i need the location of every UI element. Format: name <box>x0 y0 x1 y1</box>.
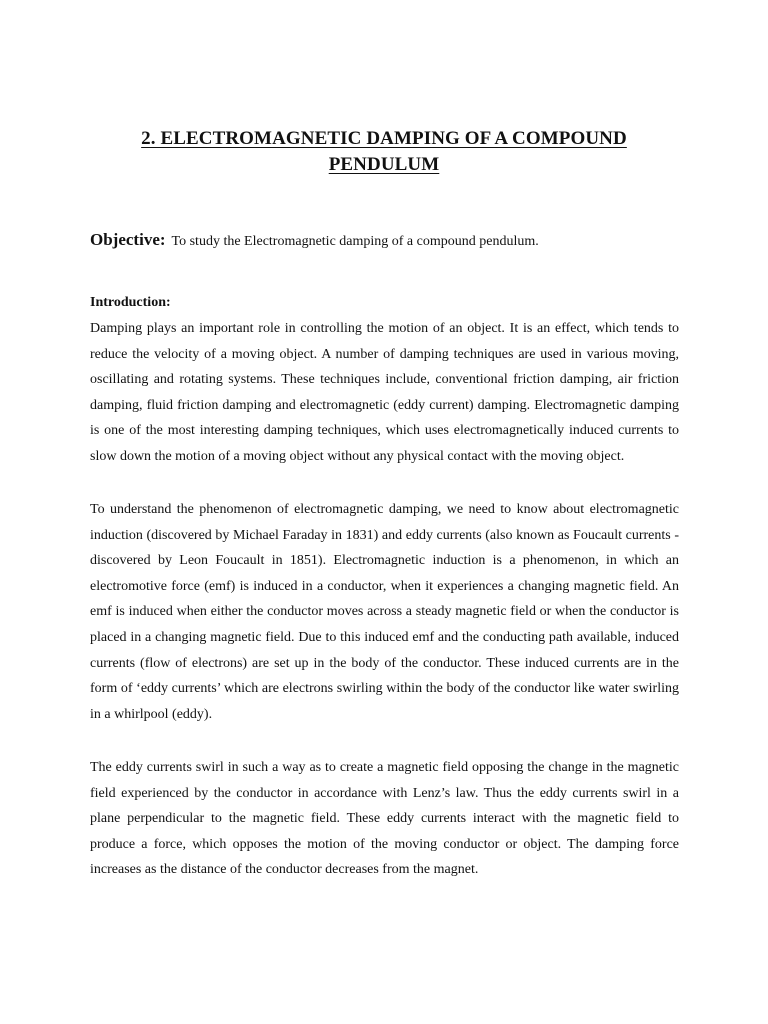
paragraph-eddy-currents: The eddy currents swirl in such a way as to create a magnetic field opposing the change in the magnetic field experienced by the conductor in accordance with Lenz’s law. Thus the eddy currents swirl in a plane perpendicular to the magnetic field. These eddy currents interact with the magnetic field to produce a force, which opposes the motion of the moving conductor or object. The damping force increases as the distance of the conductor decreases from the magnet. <box>90 760 679 878</box>
objective-label: Objective: <box>90 230 166 249</box>
paragraph-electromagnetic-induction: To understand the phenomenon of electromagnetic damping, we need to know about electromagnetic induction (discovered by Michael Faraday in 1831) and eddy currents (also known as Foucault currents - discovered by Leon Foucault in 1851). Electromagnetic induction is a phenomenon, in which an electromotive force (emf) is induced in a conductor, when it experiences a changing magnetic field. An emf is induced when either the conductor moves across a steady magnetic field or when the conductor is placed in a changing magnetic field. Due to this induced emf and the conducting path available, induced currents (flow of electrons) are set up in the body of the conductor. These induced currents are in the form of ‘eddy currents’ which are electrons swirling within the body of the conductor like water swirling in a whirlpool (eddy). <box>90 502 679 722</box>
title-line-1: 2. ELECTROMAGNETIC DAMPING OF A COMPOUND <box>141 128 627 149</box>
page-title <box>90 126 678 178</box>
paragraph-damping-overview: Damping plays an important role in controlling the motion of an object. It is an effect, which tends to reduce the velocity of a moving object. A number of damping techniques are used in various moving, oscillating and rotating systems. These techniques include, conventional friction damping, air friction damping, fluid friction damping and electromagnetic (eddy current) damping. Electromagnetic damping is one of the most interesting damping techniques, which uses electromagnetically induced currents to slow down the motion of a moving object without any physical contact with the moving object. <box>90 321 679 464</box>
title-line-2: PENDULUM <box>328 154 440 175</box>
introduction-heading: Introduction: <box>90 295 171 310</box>
objective-section <box>90 229 680 253</box>
objective-text: To study the Electromagnetic damping of a compound pendulum. <box>171 234 539 249</box>
